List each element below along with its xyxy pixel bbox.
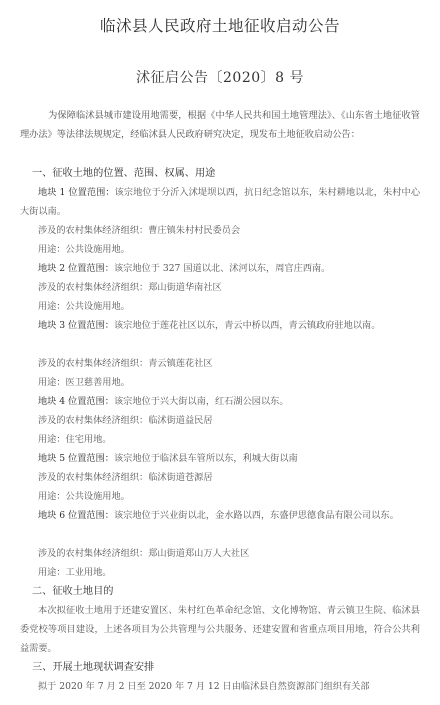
plot2-owner: 涉及的农村集体经济组织：郑山街道华南社区 [38, 282, 222, 293]
plot2-location [38, 259, 420, 278]
plot4-label: 地块 4 位置范围： [38, 396, 114, 407]
plot4-text: 该宗地位于兴大街以南，红石湖公园以东。 [114, 396, 289, 407]
plot6-text: 该宗地位于兴业街以北，金水路以西，东盛伊思德食品有限公司以东。 [114, 510, 399, 521]
plot1-use: 用途：公共设施用地。 [38, 244, 130, 255]
plot6-use: 用途：工业用地。 [38, 567, 112, 578]
plot5-text: 该宗地位于临沭县车管所以东，利城大街以南 [114, 453, 298, 464]
page-title: 临沭县人民政府土地征收启动公告 [99, 17, 340, 35]
plot3-label: 地块 3 位置范围： [38, 320, 114, 331]
section2-heading: 二、征收土地目的 [32, 586, 114, 597]
plot1-owner: 涉及的农村集体经济组织：曹庄镇朱村村民委员会 [38, 225, 241, 236]
plot1-location [20, 183, 420, 221]
plot4-use: 用途：住宅用地。 [38, 434, 112, 445]
plot6-location [20, 506, 420, 525]
plot5-use: 用途：公共设施用地。 [38, 491, 130, 502]
document-number: 沭征启公告〔2020〕8 号 [136, 70, 304, 86]
plot3-text: 该宗地位于莲花社区以东，青云中桥以西，青云镇政府驻地以南。 [114, 320, 381, 331]
section2-text: 本次拟征收土地用于还建安置区、朱村红色革命纪念馆、文化博物馆、青云镇卫生院、临沭县委党校等项目建设，上述各项目为公共管理与公共服务、还建安置和省重点项目用地，符合公共利益需要。 [20, 605, 420, 654]
plot3-owner: 涉及的农村集体经济组织：青云镇莲花社区 [38, 358, 213, 369]
plot1-label: 地块 1 位置范围： [38, 187, 115, 198]
plot5-label: 地块 5 位置范围： [38, 453, 114, 464]
plot3-location [20, 316, 420, 335]
section3-text: 拟于 2020 年 7 月 2 日至 2020 年 7 月 12 日由临沭县自然资源部门组织有关部 [38, 681, 370, 692]
plot4-owner: 涉及的农村集体经济组织：临沭街道益民居 [38, 415, 213, 426]
section3-heading: 三、开展土地现状调查安排 [32, 662, 155, 673]
plot6-owner: 涉及的农村集体经济组织：郑山街道郑山万人大社区 [38, 548, 250, 559]
intro-paragraph [20, 106, 420, 144]
plot4-location [38, 392, 420, 411]
section2-paragraph [20, 601, 420, 658]
section1-heading: 一、征收土地的位置、范围、权属、用途 [32, 168, 216, 179]
plot2-text: 该宗地位于 327 国道以北、沭河以东，周官庄西南。 [114, 263, 331, 274]
plot5-location [38, 449, 420, 468]
plot1-text: 该宗地位于分沂入沭堤坝以西，抗日纪念馆以东，朱村耕地以北，朱村中心大街以南。 [20, 187, 421, 217]
plot5-owner: 涉及的农村集体经济组织：临沭街道苍源居 [38, 472, 213, 483]
plot3-use: 用途：医卫慈善用地。 [38, 377, 130, 388]
section3-paragraph [20, 677, 420, 696]
plot2-label: 地块 2 位置范围： [38, 263, 114, 274]
intro-text: 为保障临沭县城市建设用地需要，根据《中华人民共和国土地管理法》、《山东省土地征收管理办法》等法律法规规定，经临沭县人民政府研究决定，现发布土地征收启动公告： [20, 110, 420, 140]
plot2-use: 用途：公共设施用地。 [38, 301, 130, 312]
plot6-label: 地块 6 位置范围： [38, 510, 114, 521]
